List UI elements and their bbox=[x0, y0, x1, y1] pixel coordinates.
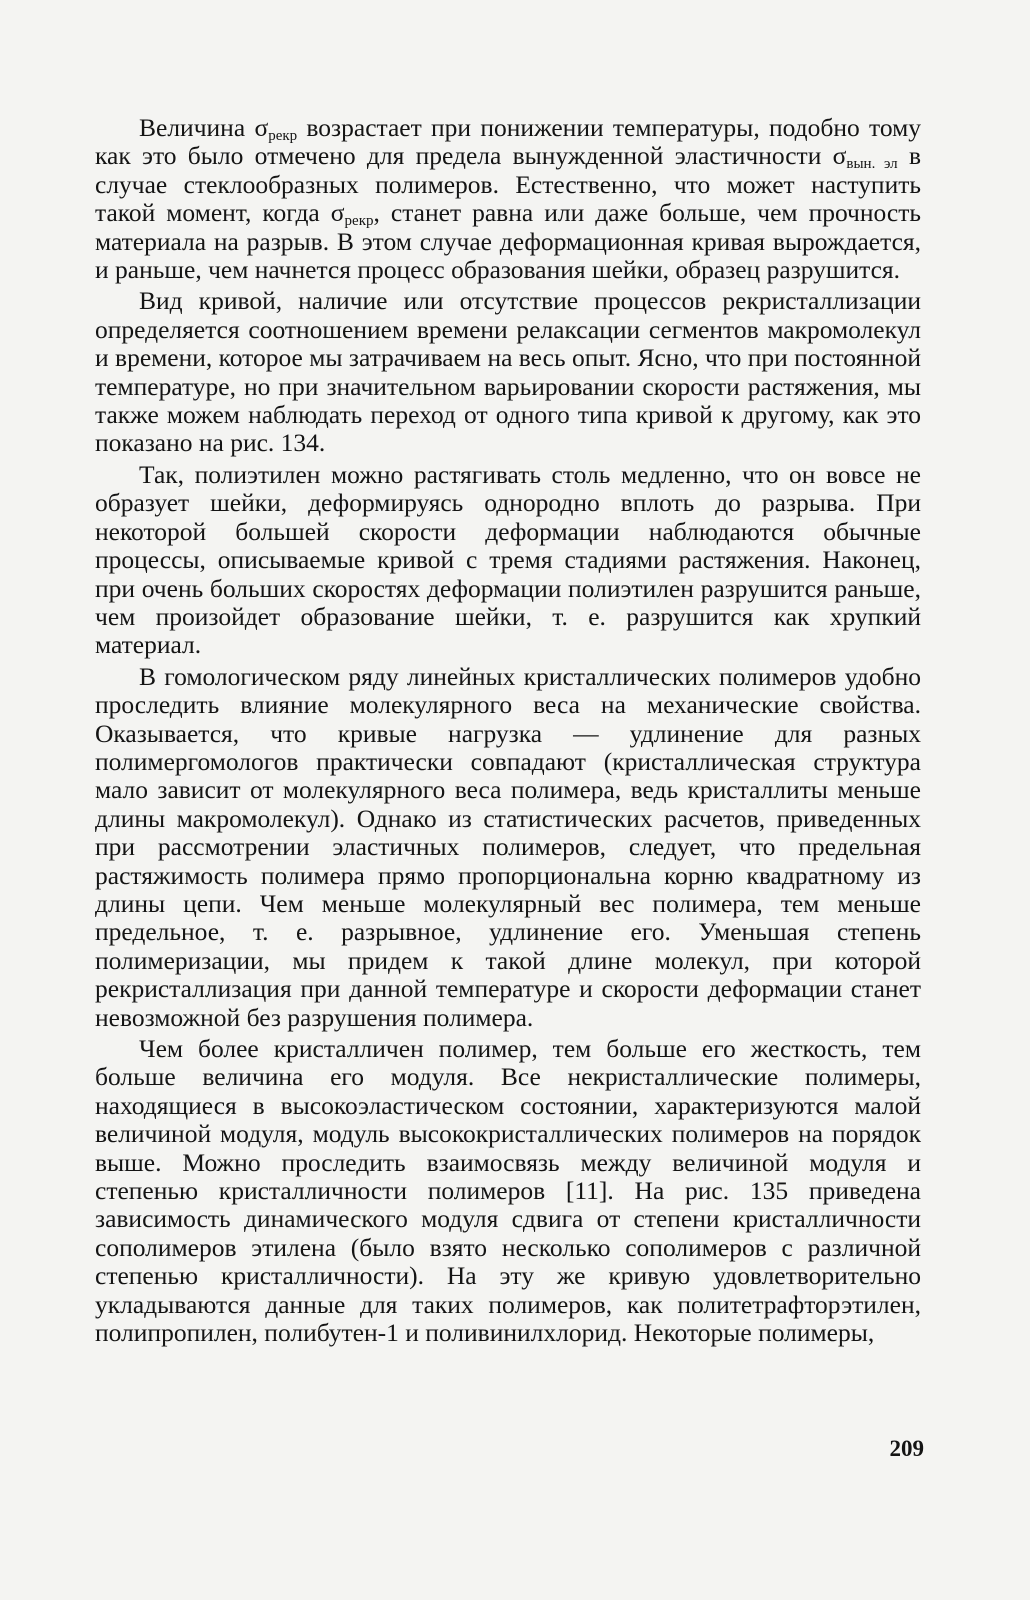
paragraph-1 bbox=[95, 114, 921, 284]
page-number: 209 bbox=[889, 1436, 924, 1461]
text-run: , станет равна или даже больше, чем прочность материала на разрыв. В этом случае деформационная кривая вырождается, и раньше, чем начнется процесс образования шейки, образец разрушится. bbox=[95, 198, 922, 285]
subscript-rekr: рекр bbox=[268, 128, 298, 144]
paragraph-2: Вид кривой, наличие или отсутствие процессов рекристаллизации определяется соотношением времени релаксации сегментов макромолекул и времени, которое мы затрачиваем на весь опыт. Ясно, что при постоянной температуре, но при значительном варьировании скорости растяжения, мы также можем наблюдать переход от одного типа кривой к другому, как это показано на рис. 134. bbox=[95, 286, 921, 458]
sigma-symbol: σ bbox=[330, 198, 345, 228]
sigma-symbol: σ bbox=[832, 141, 847, 171]
paragraph-3: Так, полиэтилен можно растягивать столь медленно, что он вовсе не образует шейки, деформируясь однородно вплоть до разрыва. При некоторой большей скорости деформации наблюдаются обычные процессы, описываемые кривой с тремя стадиями растяжения. Наконец, при очень больших скоростях деформации полиэтилен разрушится раньше, чем произойдет образование шейки, т. е. разрушится как хрупкий материал. bbox=[95, 459, 921, 660]
text-run: возрастает при понижении температуры, подобно тому как это было отмечено для предела вынужденной эластичности bbox=[95, 113, 921, 171]
sigma-symbol: σ bbox=[254, 113, 269, 142]
text-run: в случае стеклообразных полимеров. Естественно, что может наступить такой момент, когда bbox=[95, 141, 921, 228]
paragraph-4: В гомологическом ряду линейных кристаллических полимеров удобно проследить влияние молекулярного веса на механические свойства. Оказывается, что кривые нагрузка — удлинение для разных полимергомологов практически совпадают (кристаллическая структура мало зависит от молекулярного веса полимера, ведь кристаллиты меньше длины макромолекул). Однако из статистических расчетов, приведенных при рассмотрении эластичных полимеров, следует, что предельная растяжимость полимера прямо пропорциональна корню квадратному из длины цепи. Чем меньше молекулярный вес полимера, тем меньше предельное, т. е. разрывное, удлинение его. Уменьшая степень полимеризации, мы придем к такой длине молекул, при которой рекристаллизация при данной температуре и скорости деформации станет невозможной без разрушения полимера. bbox=[95, 661, 921, 1032]
paragraph-5: Чем более кристалличен полимер, тем больше его жесткость, тем больше величина его модуля. Все некристаллические полимеры, находящиеся в высокоэластическом состоянии, характеризуются малой величиной модуля, модуль высококристаллических полимеров на порядок выше. Можно проследить взаимосвязь между величиной модуля и степенью кристалличности полимеров [11]. На рис. 135 приведена зависимость динамического модуля сдвига от степени кристалличности сополимеров этилена (было взято несколько сополимеров с различной степенью кристалличности). На эту же кривую удовлетворительно укладываются данные для таких полимеров, как политетрафторэтилен, полипропилен, полибутен-1 и поливинилхлорид. Некоторые полимеры, bbox=[95, 1034, 921, 1348]
subscript-rekr: рекр bbox=[344, 213, 374, 230]
text-run: Величина bbox=[139, 113, 255, 142]
body-text bbox=[95, 114, 921, 1350]
subscript-vyn-el: вын. эл bbox=[846, 156, 898, 173]
